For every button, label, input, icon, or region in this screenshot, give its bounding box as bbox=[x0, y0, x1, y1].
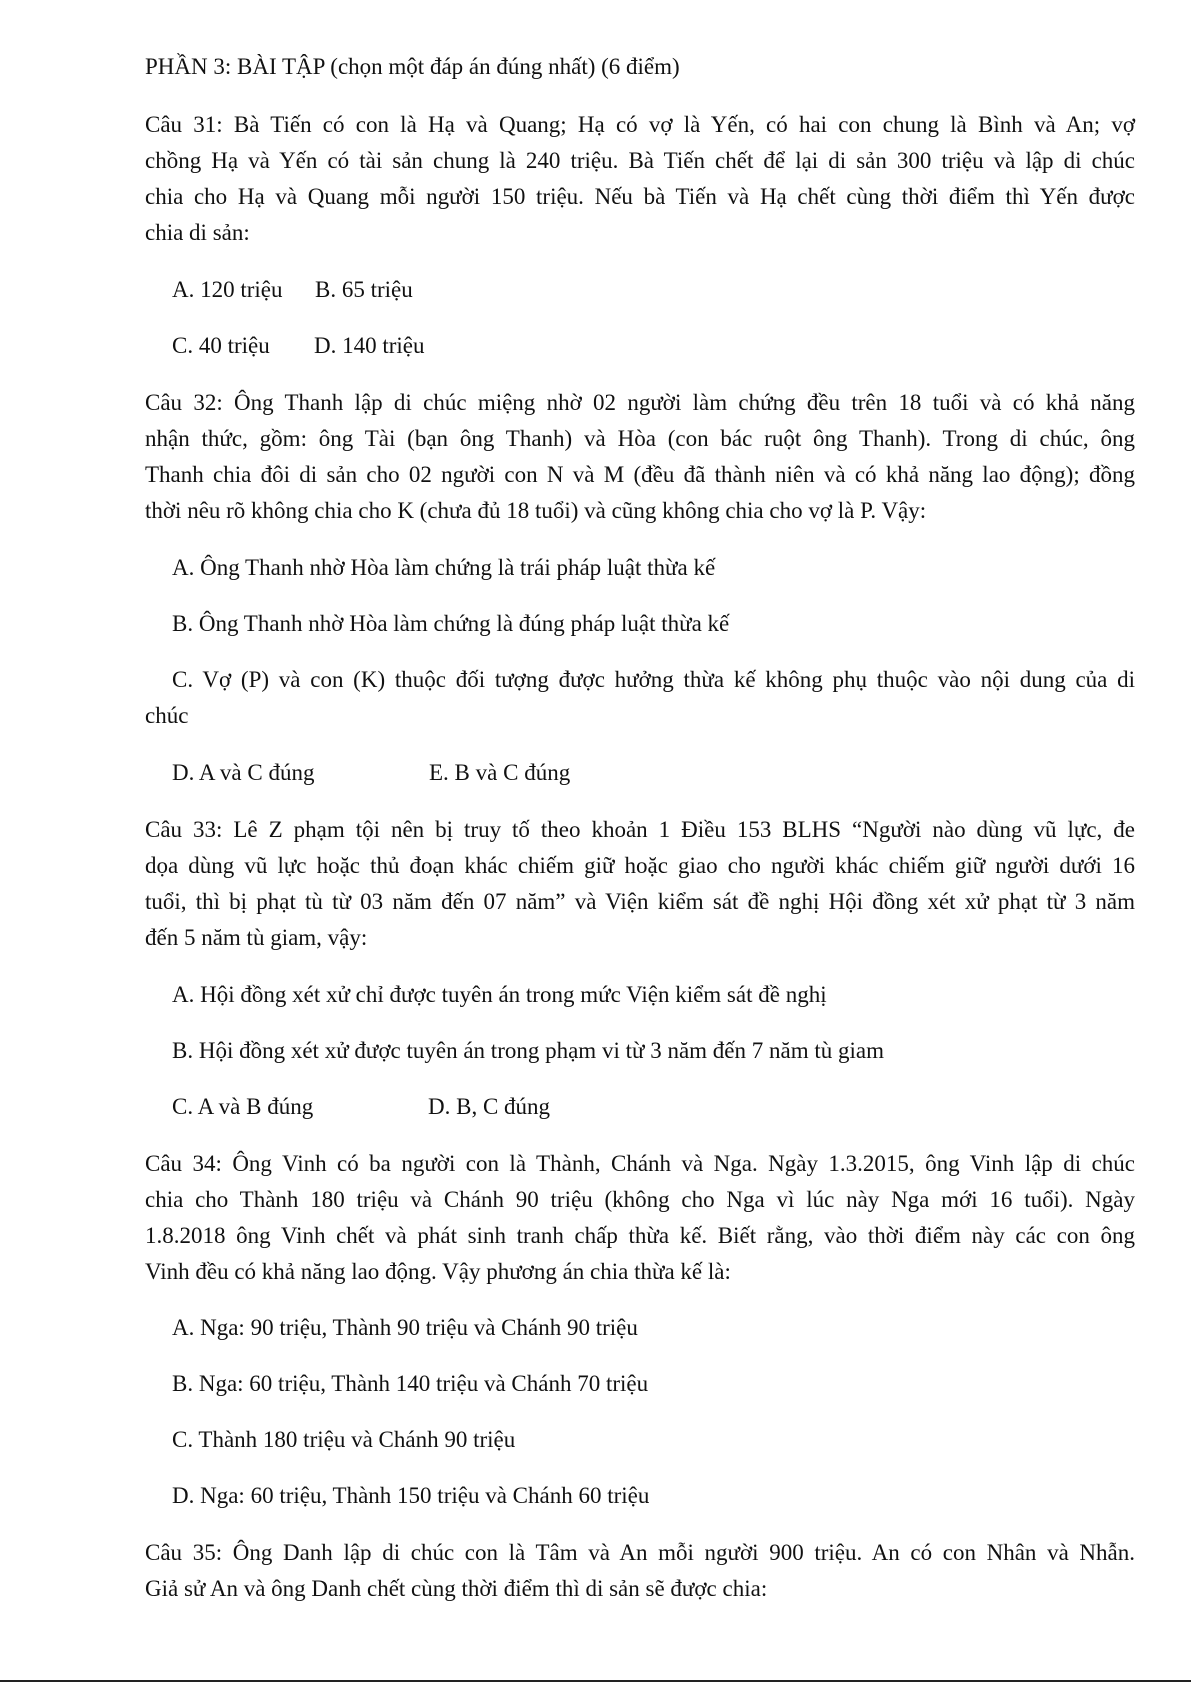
question-31-line-1: Câu 31: Bà Tiến có con là Hạ và Quang; Hạ có vợ là Yến, có hai con chung là Bình và An; vợ bbox=[145, 112, 1135, 137]
question-32-line-2: nhận thức, gồm: ông Tài (bạn ông Thanh) và Hòa (con bác ruột ông Thanh). Trong di chúc, ông bbox=[145, 426, 1135, 451]
page-bottom-rule bbox=[0, 1680, 1191, 1682]
question-34-option-d: D. Nga: 60 triệu, Thành 150 triệu và Chánh 60 triệu bbox=[172, 1483, 650, 1508]
question-35-line-2: Giả sử An và ông Danh chết cùng thời điểm thì di sản sẽ được chia: bbox=[145, 1576, 768, 1601]
question-31-line-4: chia di sản: bbox=[145, 220, 250, 245]
question-33-line-2: dọa dùng vũ lực hoặc thủ đoạn khác chiếm giữ hoặc giao cho người khác chiếm giữ người dưới 16 bbox=[145, 853, 1135, 878]
question-35-line-1: Câu 35: Ông Danh lập di chúc con là Tâm và An mỗi người 900 triệu. An có con Nhân và Nhẫn. bbox=[145, 1540, 1135, 1565]
question-32-option-e: E. B và C đúng bbox=[429, 760, 571, 785]
question-31-option-d: D. 140 triệu bbox=[314, 333, 425, 358]
question-33-line-1: Câu 33: Lê Z phạm tội nên bị truy tố theo khoản 1 Điều 153 BLHS “Người nào dùng vũ lực, đe bbox=[145, 817, 1135, 842]
question-32-line-3: Thanh chia đôi di sản cho 02 người con N và M (đều đã thành niên và có khả năng lao động); đồng bbox=[145, 462, 1135, 487]
question-32-line-4: thời nêu rõ không chia cho K (chưa đủ 18 tuổi) và cũng không chia cho vợ là P. Vậy: bbox=[145, 498, 927, 523]
question-34-option-a: A. Nga: 90 triệu, Thành 90 triệu và Chánh 90 triệu bbox=[172, 1315, 638, 1340]
question-32-option-a: A. Ông Thanh nhờ Hòa làm chứng là trái pháp luật thừa kế bbox=[172, 555, 716, 580]
question-31-option-a: A. 120 triệu bbox=[172, 277, 283, 302]
question-33-option-a: A. Hội đồng xét xử chỉ được tuyên án trong mức Viện kiểm sát đề nghị bbox=[172, 982, 827, 1007]
question-31-option-c: C. 40 triệu bbox=[172, 333, 270, 358]
question-33-line-4: đến 5 năm tù giam, vậy: bbox=[145, 925, 368, 950]
question-33-option-d: D. B, C đúng bbox=[428, 1094, 551, 1119]
question-34-option-c: C. Thành 180 triệu và Chánh 90 triệu bbox=[172, 1427, 516, 1452]
question-34-line-4: Vinh đều có khả năng lao động. Vậy phương án chia thừa kế là: bbox=[145, 1259, 731, 1284]
question-33-option-c: C. A và B đúng bbox=[172, 1094, 314, 1119]
section-title: PHẦN 3: BÀI TẬP (chọn một đáp án đúng nhất) (6 điểm) bbox=[145, 54, 680, 79]
question-34-line-2: chia cho Thành 180 triệu và Chánh 90 triệu (không cho Nga vì lúc này Nga mới 16 tuổi). Ngày bbox=[145, 1187, 1135, 1212]
question-31-line-3: chia cho Hạ và Quang mỗi người 150 triệu. Nếu bà Tiến và Hạ chết cùng thời điểm thì Yến được bbox=[145, 184, 1135, 209]
question-32-option-d: D. A và C đúng bbox=[172, 760, 315, 785]
question-32-option-b: B. Ông Thanh nhờ Hòa làm chứng là đúng pháp luật thừa kế bbox=[172, 611, 730, 636]
question-31-line-2: chồng Hạ và Yến có tài sản chung là 240 triệu. Bà Tiến chết để lại di sản 300 triệu và lập di chúc bbox=[145, 148, 1135, 173]
question-33-option-b: B. Hội đồng xét xử được tuyên án trong phạm vi từ 3 năm đến 7 năm tù giam bbox=[172, 1038, 884, 1063]
question-32-option-c: C. Vợ (P) và con (K) thuộc đối tượng được hưởng thừa kế không phụ thuộc vào nội dung của di bbox=[172, 667, 1135, 692]
question-34-line-1: Câu 34: Ông Vinh có ba người con là Thành, Chánh và Nga. Ngày 1.3.2015, ông Vinh lập di chúc bbox=[145, 1151, 1135, 1176]
question-31-option-b: B. 65 triệu bbox=[315, 277, 413, 302]
question-32-option-c-cont: chúc bbox=[145, 703, 189, 728]
question-34-option-b: B. Nga: 60 triệu, Thành 140 triệu và Chánh 70 triệu bbox=[172, 1371, 649, 1396]
question-33-line-3: tuổi, thì bị phạt tù từ 03 năm đến 07 năm” và Viện kiểm sát đề nghị Hội đồng xét xử phạt từ 3 năm bbox=[145, 889, 1135, 914]
question-32-line-1: Câu 32: Ông Thanh lập di chúc miệng nhờ 02 người làm chứng đều trên 18 tuổi và có khả năng bbox=[145, 390, 1135, 415]
question-34-line-3: 1.8.2018 ông Vinh chết và phát sinh tranh chấp thừa kế. Biết rằng, vào thời điểm này các con ông bbox=[145, 1223, 1135, 1248]
